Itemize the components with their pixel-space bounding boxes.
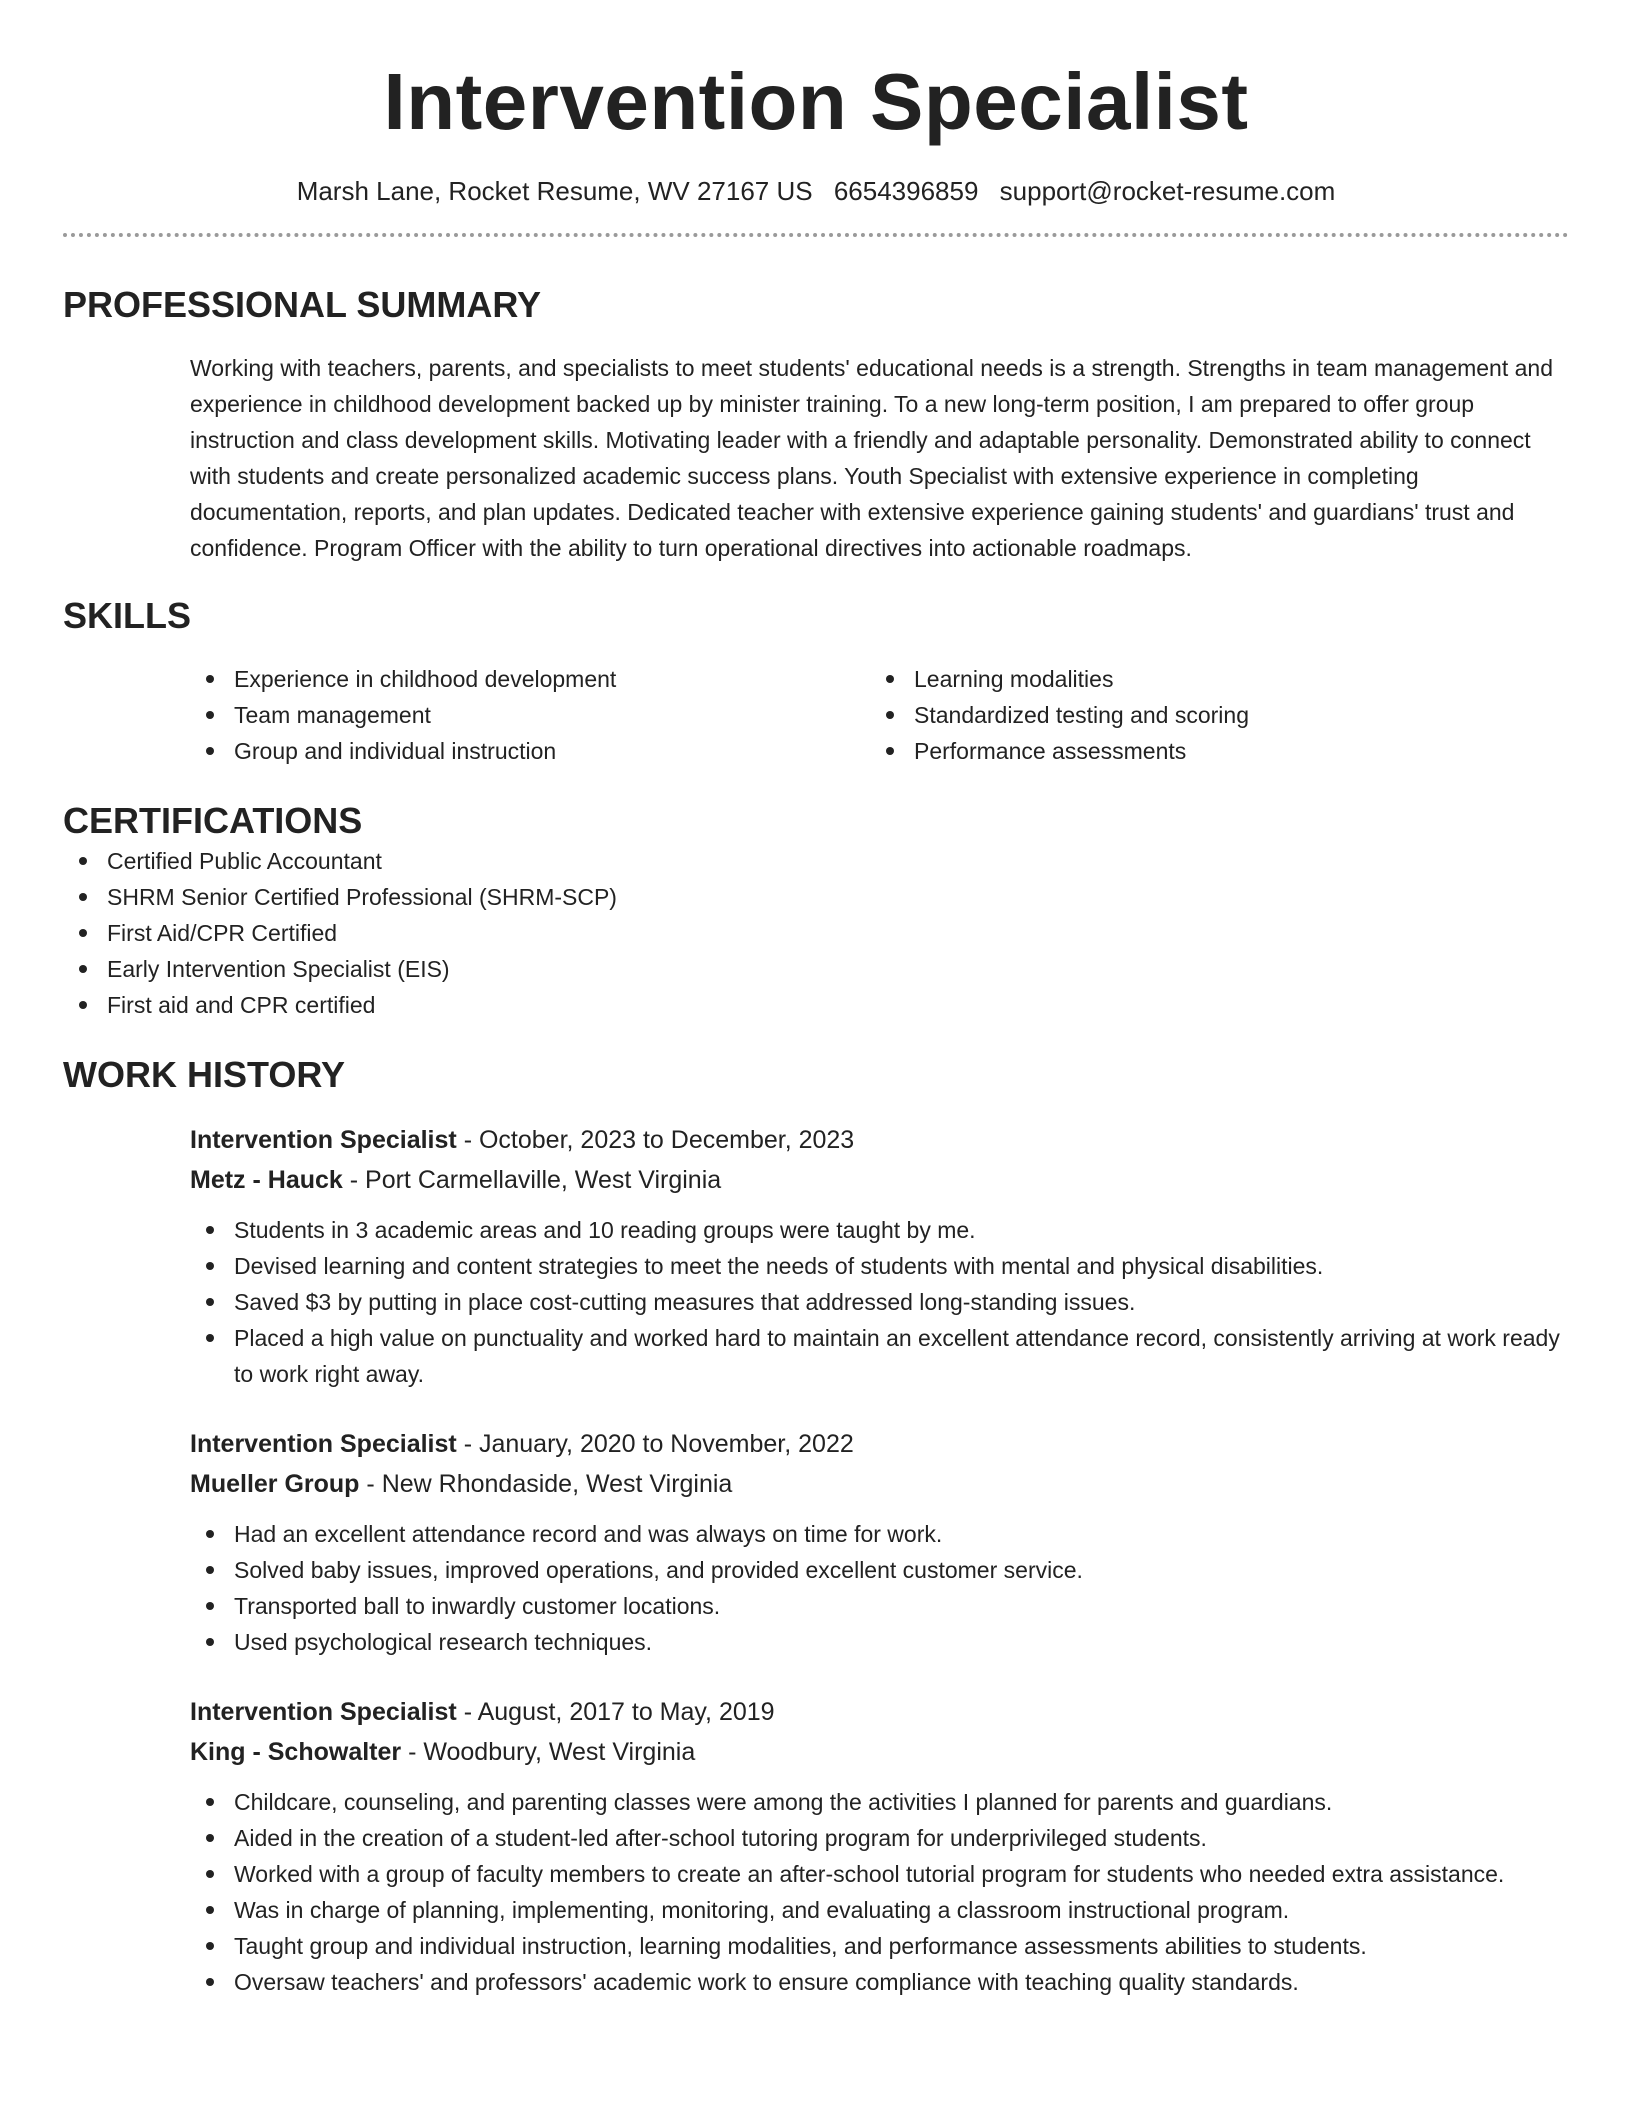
job-bullet: Taught group and individual instruction, learning modalities, and performance assessments abilities to students. — [190, 1928, 1569, 1964]
job-bullet: Worked with a group of faculty members to create an after-school tutorial program for students who needed extra assistance. — [190, 1856, 1569, 1892]
skill-item: Learning modalities — [870, 661, 1550, 697]
skill-item: Group and individual instruction — [190, 733, 870, 769]
job-bullet: Childcare, counseling, and parenting classes were among the activities I planned for parents and guardians. — [190, 1784, 1569, 1820]
job-title-line — [190, 1692, 1569, 1732]
job-entry — [190, 1120, 1569, 1392]
job-location: Woodbury, West Virginia — [423, 1737, 696, 1766]
section-title-work-history: WORK HISTORY — [63, 1053, 346, 1095]
section-title-certifications: CERTIFICATIONS — [63, 800, 363, 842]
job-bullet: Placed a high value on punctuality and worked hard to maintain an excellent attendance record, consistently arriving at work ready to work right away. — [190, 1320, 1569, 1392]
job-bullet: Students in 3 academic areas and 10 reading groups were taught by me. — [190, 1212, 1569, 1248]
job-role: Intervention Specialist — [190, 1429, 457, 1458]
job-role: Intervention Specialist — [190, 1697, 457, 1726]
contact-email: support@rocket-resume.com — [999, 176, 1336, 206]
skill-item: Team management — [190, 697, 870, 733]
separator: - — [456, 1125, 479, 1154]
job-bullet: Solved baby issues, improved operations, and provided excellent customer service. — [190, 1552, 1569, 1588]
section-title-skills: SKILLS — [63, 595, 192, 637]
job-bullet: Transported ball to inwardly customer locations. — [190, 1588, 1569, 1624]
separator: - — [342, 1165, 366, 1194]
job-role: Intervention Specialist — [190, 1125, 457, 1154]
separator: - — [401, 1737, 424, 1766]
job-bullet: Was in charge of planning, implementing, monitoring, and evaluating a classroom instructional program. — [190, 1892, 1569, 1928]
job-entry — [190, 1424, 1569, 1660]
job-location: New Rhondaside, West Virginia — [381, 1469, 733, 1498]
job-company-line — [190, 1464, 1569, 1504]
certifications-list — [63, 843, 1569, 1023]
job-bullet: Saved $3 by putting in place cost-cutting measures that addressed long-standing issues. — [190, 1284, 1569, 1320]
job-title-line — [190, 1120, 1569, 1160]
job-bullet: Devised learning and content strategies to meet the needs of students with mental and physical disabilities. — [190, 1248, 1569, 1284]
contact-address: Marsh Lane, Rocket Resume, WV 27167 US — [296, 176, 813, 206]
header-divider — [63, 233, 1569, 237]
job-bullet: Had an excellent attendance record and was always on time for work. — [190, 1516, 1569, 1552]
job-bullet: Aided in the creation of a student-led after-school tutoring program for underprivileged students. — [190, 1820, 1569, 1856]
job-company: Metz - Hauck — [190, 1165, 343, 1194]
skills-list-left — [190, 661, 870, 769]
job-company: King - Schowalter — [190, 1737, 402, 1766]
skill-item: Standardized testing and scoring — [870, 697, 1550, 733]
certification-item: Certified Public Accountant — [63, 843, 1569, 879]
contact-phone: 6654396859 — [833, 176, 979, 206]
contact-line — [63, 176, 1569, 207]
separator: - — [456, 1697, 478, 1726]
job-title-line — [190, 1424, 1569, 1464]
skill-item: Experience in childhood development — [190, 661, 870, 697]
job-entry — [190, 1692, 1569, 2000]
job-company-line — [190, 1160, 1569, 1200]
certification-item: SHRM Senior Certified Professional (SHRM-SCP) — [63, 879, 1569, 915]
job-company: Mueller Group — [190, 1469, 360, 1498]
job-location: Port Carmellaville, West Virginia — [365, 1165, 722, 1194]
skills-list-right — [870, 661, 1550, 769]
candidate-name: Intervention Specialist — [383, 57, 1249, 146]
job-bullet: Oversaw teachers' and professors' academic work to ensure compliance with teaching quality standards. — [190, 1964, 1569, 2000]
summary-text: Working with teachers, parents, and specialists to meet students' educational needs is a strength. Strengths in team management and experience in childhood development backed up by minister training. To a new long-term position, I am prepared to offer group instruction and class development skills. Motivating leader with a friendly and adaptable personality. Demonstrated ability to connect with students and create personalized academic success plans. Youth Specialist with extensive experience in completing documentation, reports, and plan updates. Dedicated teacher with extensive experience gaining students' and guardians' trust and confidence. Program Officer with the ability to turn operational directives into actionable roadmaps. — [190, 355, 1554, 562]
skills-grid — [190, 661, 1569, 769]
certification-item: First aid and CPR certified — [63, 987, 1569, 1023]
section-title-summary: PROFESSIONAL SUMMARY — [63, 284, 542, 325]
job-dates: January, 2020 to November, 2022 — [478, 1429, 854, 1458]
job-dates: October, 2023 to December, 2023 — [478, 1125, 855, 1154]
separator: - — [456, 1429, 479, 1458]
separator: - — [359, 1469, 382, 1498]
job-bullet: Used psychological research techniques. — [190, 1624, 1569, 1660]
job-dates: August, 2017 to May, 2019 — [477, 1697, 775, 1726]
certification-item: First Aid/CPR Certified — [63, 915, 1569, 951]
job-bullets — [190, 1516, 1569, 1660]
job-bullets — [190, 1784, 1569, 2000]
skill-item: Performance assessments — [870, 733, 1550, 769]
job-bullets — [190, 1212, 1569, 1392]
job-company-line — [190, 1732, 1569, 1772]
certification-item: Early Intervention Specialist (EIS) — [63, 951, 1569, 987]
